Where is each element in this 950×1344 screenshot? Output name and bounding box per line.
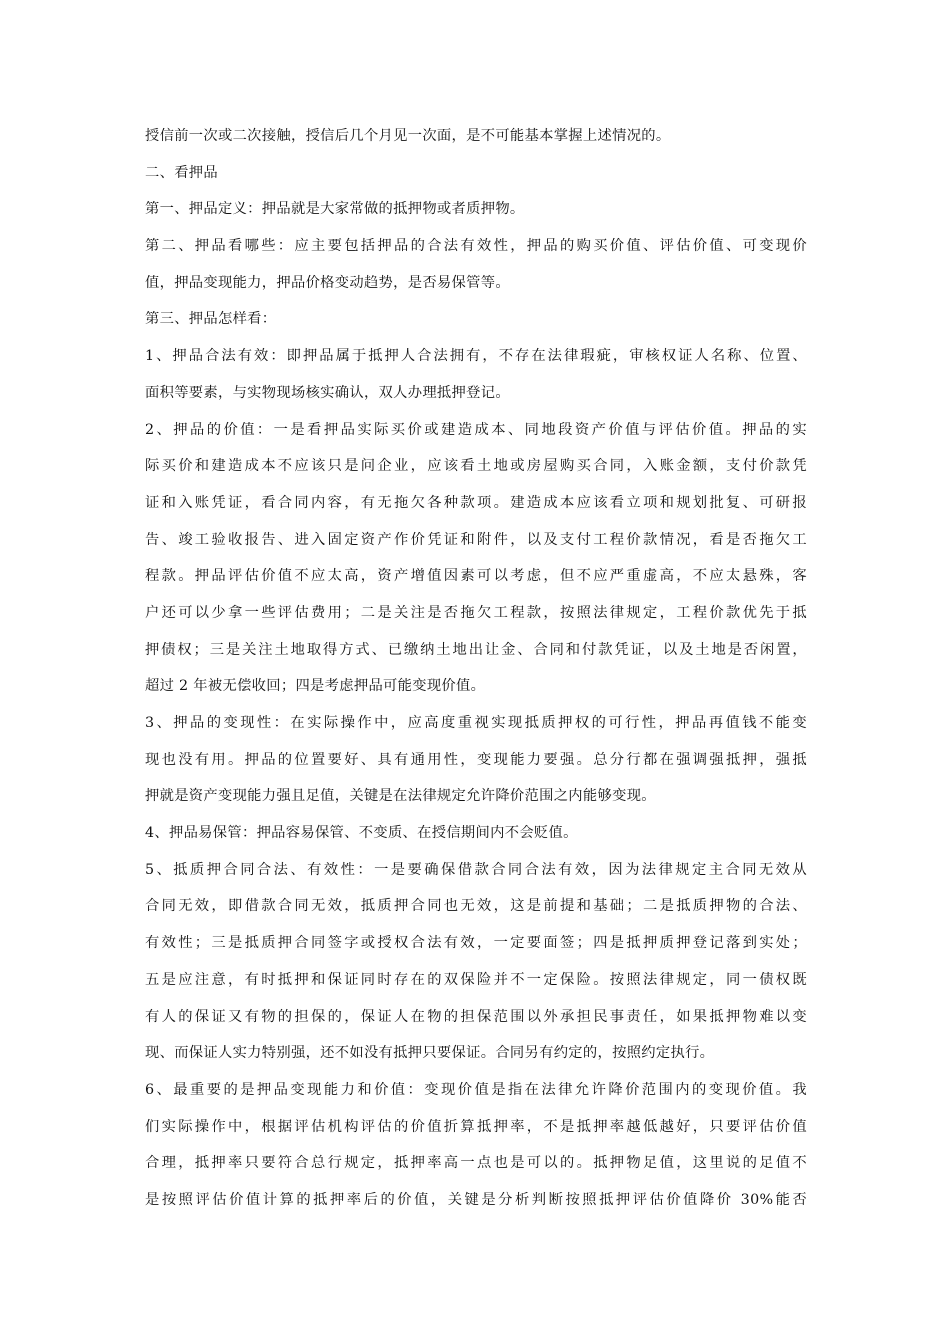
- text-line: 合同无效，即借款合同无效，抵质押合同也无效，这是前提和基础；二是抵质押物的合法、: [145, 898, 807, 915]
- text-line: 5、抵质押合同合法、有效性：一是要确保借款合同合法有效，因为法律规定主合同无效从: [145, 861, 807, 878]
- text-line: 2、押品的价值：一是看押品实际买价或建造成本、同地段资产价值与评估价值。押品的实: [145, 421, 807, 438]
- text-line: 是按照评估价值计算的抵押率后的价值，关键是分析判断按照抵押评估价值降价 30%能否: [145, 1191, 807, 1208]
- text-line: 户还可以少拿一些评估费用；二是关注是否拖欠工程款，按照法律规定，工程价款优先于抵: [145, 604, 807, 621]
- text-line: 押就是资产变现能力强且足值，关键是在法律规定允许降价范围之内能够变现。: [145, 788, 656, 805]
- text-line: 第三、押品怎样看：: [145, 311, 277, 328]
- text-line: 有效性；三是抵质押合同签字或授权合法有效，一定要面签；四是抵押质押登记落到实处；: [145, 935, 807, 952]
- text-line: 们实际操作中，根据评估机构评估的价值折算抵押率，不是抵押率越低越好，只要评估价值: [145, 1118, 807, 1135]
- text-line: 现也没有用。押品的位置要好、具有通用性，变现能力要强。总分行都在强调强抵押，强抵: [145, 751, 807, 768]
- text-line: 授信前一次或二次接触，授信后几个月见一次面，是不可能基本掌握上述情况的。: [145, 128, 671, 144]
- text-line: 合理，抵押率只要符合总行规定，抵押率高一点也是可以的。抵押物足值，这里说的足值不: [145, 1155, 807, 1172]
- text-line: 有人的保证又有物的担保的，保证人在物的担保范围以外承担民事责任，如果抵押物难以变: [145, 1008, 807, 1025]
- text-line: 告、竣工验收报告、进入固定资产作价凭证和附件，以及支付工程价款情况，看是否拖欠工: [145, 531, 807, 548]
- text-line: 1、押品合法有效：即押品属于抵押人合法拥有，不存在法律瑕疵，审核权证人名称、位置、: [145, 348, 807, 365]
- text-line: 超过 2 年被无偿收回；四是考虑押品可能变现价值。: [145, 678, 486, 695]
- text-line: 值，押品变现能力，押品价格变动趋势，是否易保管等。: [145, 274, 510, 291]
- text-line: 押债权；三是关注土地取得方式、已缴纳土地出让金、合同和付款凭证，以及土地是否闲置，: [145, 641, 807, 658]
- text-line: 证和入账凭证，看合同内容，有无拖欠各种款项。建造成本应该看立项和规划批复、可研报: [145, 494, 807, 511]
- text-line: 第一、押品定义：押品就是大家常做的抵押物或者质押物。: [145, 201, 525, 218]
- text-line: 6、最重要的是押品变现能力和价值：变现价值是指在法律允许降价范围内的变现价值。我: [145, 1081, 807, 1098]
- text-line: 3、押品的变现性：在实际操作中，应高度重视实现抵质押权的可行性，押品再值钱不能变: [145, 715, 807, 731]
- text-line: 程款。押品评估价值不应太高，资产增值因素可以考虑，但不应严重虚高，不应太悬殊，客: [145, 568, 807, 585]
- text-line: 现、而保证人实力特别强，还不如没有抵押只要保证。合同另有约定的，按照约定执行。: [145, 1045, 715, 1062]
- section-heading: 二、看押品: [145, 164, 218, 181]
- document-page: [145, 118, 807, 1219]
- text-line: 五是应注意，有时抵押和保证同时存在的双保险并不一定保险。按照法律规定，同一债权既: [145, 971, 807, 988]
- text-line: 第二、押品看哪些：应主要包括押品的合法有效性，押品的购买价值、评估价值、可变现价: [145, 238, 807, 255]
- text-line: 面积等要素，与实物现场核实确认，双人办理抵押登记。: [145, 384, 510, 401]
- text-line: 际买价和建造成本不应该只是问企业，应该看土地或房屋购买合同，入账金额，支付价款凭: [145, 458, 807, 475]
- text-line: 4、押品易保管：押品容易保管、不变质、在授信期间内不会贬值。: [145, 825, 578, 842]
